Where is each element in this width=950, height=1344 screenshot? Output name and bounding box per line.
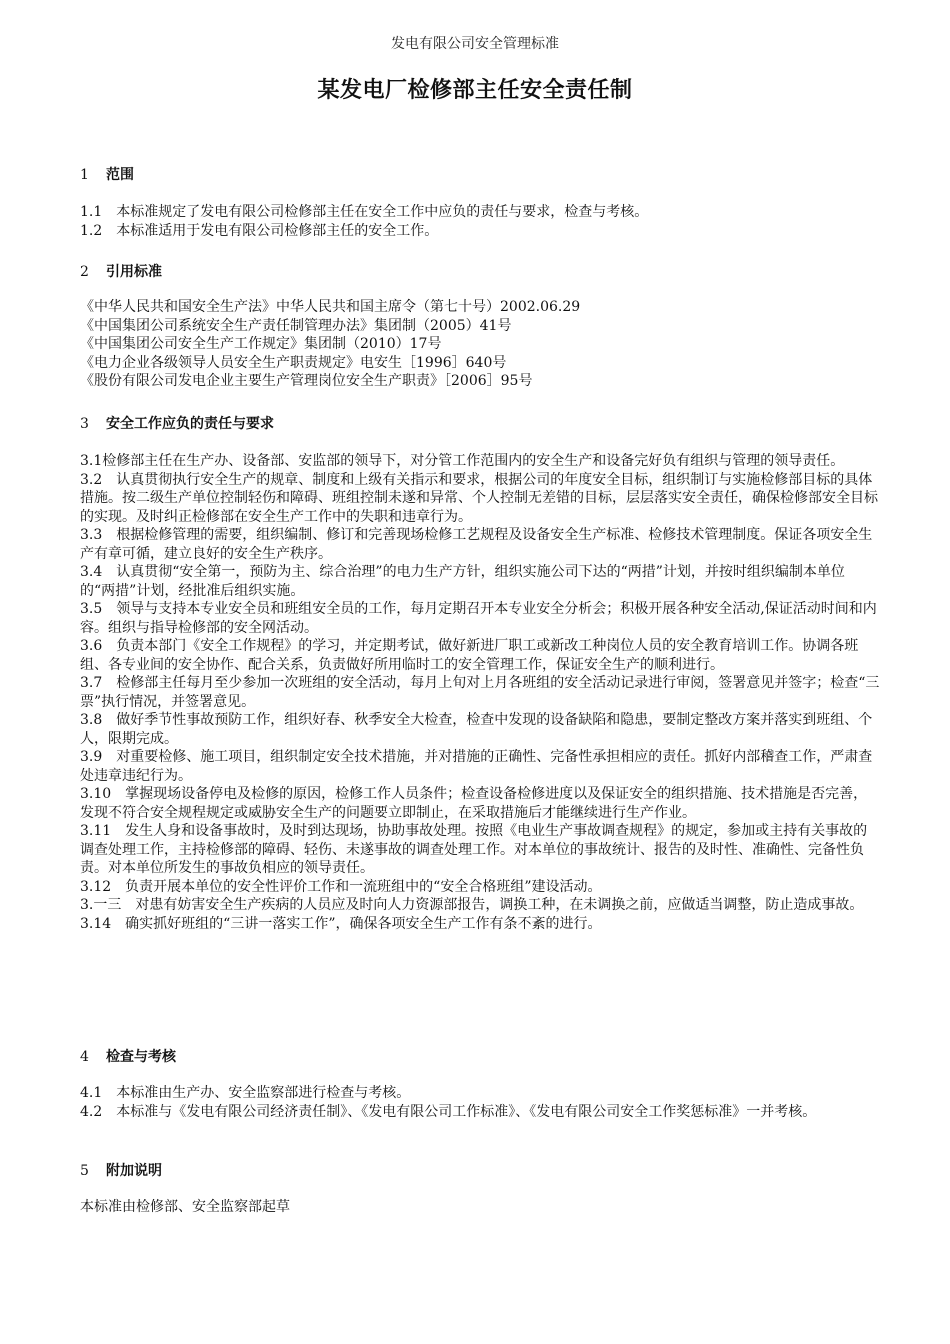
scope-list [80,203,880,240]
reference-item: 《中国集团公司系统安全生产责任制管理办法》集团制（2005）41号 [80,317,512,334]
clause: 3.10 掌握现场设备停电及检修的原因，检修工作人员条件；检查设备检修进度以及保证安全的组织措施、技术措施是否完善，发现不符合安全规程规定或威胁安全生产的问题要立即制止，在采取措施后才能继续进行生产作业。 [80,786,868,821]
reference-item: 《中国集团公司安全生产工作规定》集团制（2010）17号 [80,336,442,352]
section-title: 安全工作应负的责任与要求 [106,416,274,432]
section-title: 检查与考核 [106,1049,176,1065]
clause: 3.3 根据检修管理的需要，组织编制、修订和完善现场检修工艺规程及设备安全生产标准、检修技术管理制度。保证各项安全生产有章可循，建立良好的安全生产秩序。 [80,527,873,562]
clause: 3.8 做好季节性事故预防工作，组织好春、秋季安全大检查，检查中发现的设备缺陷和隐患，要制定整改方案并落实到班组、个人，限期完成。 [80,712,873,747]
clause: 3.11 发生人身和设备事故时，及时到达现场，协助事故处理。按照《电业生产事故调查规程》的规定，参加或主持有关事故的调查处理工作，主持检修部的障碍、轻伤、未遂事故的调查处理工作。对本单位的事故统计、报告的及时性、准确性、完备性负责。对本单位所发生的事故负相应的领导责任。 [80,823,868,876]
clause: 3.9 对重要检修、施工项目，组织制定安全技术措施，并对措施的正确性、完备性承担相应的责任。抓好内部稽查工作，严肃查处违章违纪行为。 [80,749,873,784]
section-title: 引用标准 [106,264,162,280]
section-heading-notes [80,1160,162,1180]
clause: 3.12 负责开展本单位的安全性评价工作和一流班组中的“安全合格班组”建设活动。 [80,878,602,895]
clause: 1.1 本标准规定了发电有限公司检修部主任在安全工作中应负的责任与要求，检查与考核。 [80,204,649,220]
clause: 3.1检修部主任在生产办、设备部、安监部的领导下，对分管工作范围内的安全生产和设备完好负有组织与管理的领导责任。 [80,453,845,469]
section-number: 2 [80,264,89,280]
clause: 3.6 负责本部门《安全工作规程》的学习，并定期考试，做好新进厂职工或新改工种岗位人员的安全教育培训工作。协调各班组、各专业间的安全协作、配合关系，负责做好所用临时工的安全管理工作，保证安全生产的顺利进行。 [80,638,859,673]
clause: 3.14 确实抓好班组的“三讲一落实工作”，确保各项安全生产工作有条不紊的进行。 [80,915,602,932]
section-number: 4 [80,1049,89,1065]
reference-item: 《电力企业各级领导人员安全生产职责规定》电安生［1996］640号 [80,354,507,371]
clause: 4.1 本标准由生产办、安全监察部进行检查与考核。 [80,1085,411,1101]
section-heading-references [80,261,162,281]
responsibilities-list [80,452,880,933]
inspection-list [80,1084,880,1121]
section-heading-inspection [80,1046,176,1066]
section-number: 1 [80,167,89,183]
section-number: 5 [80,1163,89,1179]
references-list [80,298,880,391]
clause: 3.一三 对患有妨害安全生产疾病的人员应及时向人力资源部报告，调换工种，在未调换之前，应做适当调整，防止造成事故。 [80,897,864,913]
section-heading-responsibilities [80,413,274,433]
section-heading-scope [80,164,134,184]
clause: 4.2 本标准与《发电有限公司经济责任制》、《发电有限公司工作标准》、《发电有限公司安全工作奖惩标准》一并考核。 [80,1103,817,1120]
clause: 3.5 领导与支持本专业安全员和班组安全员的工作，每月定期召开本专业安全分析会；积极开展各种安全活动,保证活动时间和内容。组织与指导检修部的安全网活动。 [80,601,877,636]
reference-item: 《股份有限公司发电企业主要生产管理岗位安全生产职责》［2006］95号 [80,373,533,389]
clause: 3.2 认真贯彻执行安全生产的规章、制度和上级有关指示和要求，根据公司的年度安全目标，组织制订与实施检修部目标的具体措施。按二级生产单位控制轻伤和障碍、班组控制未遂和异常、个人控制无差错的目标，层层落实安全责任，确保检修部安全目标的实现。及时纠正检修部在安全生产工作中的失职和违章行为。 [80,471,878,525]
reference-item: 《中华人民共和国安全生产法》中华人民共和国主席令（第七十号）2002.06.29 [80,299,581,315]
page-header: 发电有限公司安全管理标准 [391,36,559,52]
notes-list [80,1198,880,1217]
section-title: 附加说明 [106,1163,162,1179]
clause: 1.2 本标准适用于发电有限公司检修部主任的安全工作。 [80,222,439,239]
section-number: 3 [80,416,89,432]
clause: 3.7 检修部主任每月至少参加一次班组的安全活动，每月上旬对上月各班组的安全活动记录进行审阅，签署意见并签字；检查“三票”执行情况，并签署意见。 [80,675,880,710]
section-title: 范围 [106,167,134,183]
note-item: 本标准由检修部、安全监察部起草 [80,1199,290,1215]
clause: 3.4 认真贯彻“安全第一，预防为主、综合治理”的电力生产方针，组织实施公司下达的“两措”计划，并按时组织编制本单位的“两措”计划，经批准后组织实施。 [80,564,845,599]
document-title: 某发电厂检修部主任安全责任制 [317,78,633,103]
